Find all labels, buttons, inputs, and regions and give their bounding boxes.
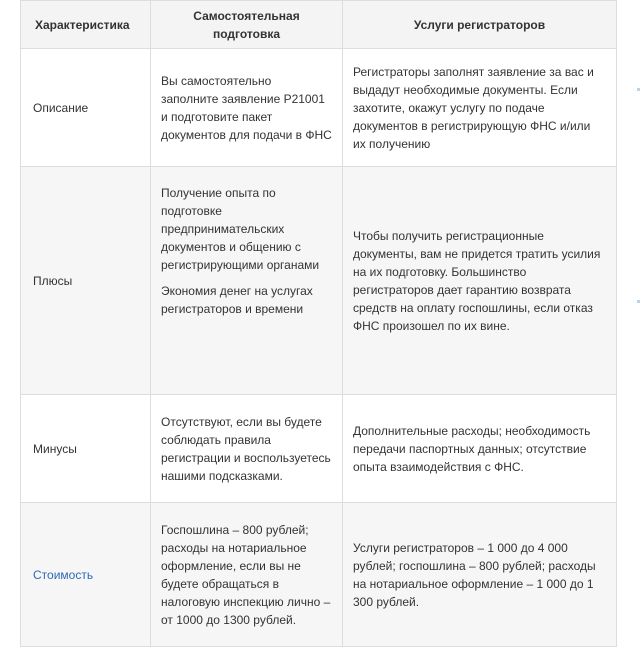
edge-marker	[637, 88, 640, 91]
table-row-cons	[21, 395, 617, 503]
row-label-cons: Минусы	[21, 395, 151, 503]
edge-marker	[637, 300, 640, 303]
cell-text: Отсутствуют, если вы будете соблюдать правила регистрации и воспользуетесь нашими подсказками.	[161, 414, 331, 483]
cell-text: Дополнительные расходы; необходимость передачи паспортных данных; отсутствие опыта взаимодействия с ФНС.	[353, 423, 591, 474]
cell-registrar-pros	[343, 167, 617, 395]
cell-text: Экономия денег на услугах регистраторов и времени	[161, 283, 313, 316]
cell-registrar-description	[343, 49, 617, 167]
cell-text: Чтобы получить регистрационные документы, вам не придется тратить усилия на их подготовку. Большинство регистраторов дает гарантию возврата средств на оплату госпошлины, если отказ ФНС произошел по их вине.	[353, 228, 601, 333]
cell-text: Получение опыта по подготовке предпринимательских документов и общению с регистрирующими органами	[161, 185, 320, 272]
comparison-table	[20, 0, 617, 647]
row-label-pros: Плюсы	[21, 167, 151, 395]
cell-registrar-cons	[343, 395, 617, 503]
cell-self-cons	[151, 395, 343, 503]
table-row-description	[21, 49, 617, 167]
cell-self-pros	[151, 167, 343, 395]
cell-text: Вы самостоятельно заполните заявление Р21001 и подготовите пакет документов для подачи в ФНС	[161, 73, 332, 142]
cell-self-cost	[151, 503, 343, 647]
table-row-cost	[21, 503, 617, 647]
cell-registrar-cost	[343, 503, 617, 647]
cell-text: Регистраторы заполнят заявление за вас и выдадут необходимые документы. Если захотите, окажут услугу по подаче документов в регистрирующую ФНС и/или их получению	[353, 64, 594, 151]
header-characteristic: Характеристика	[21, 1, 151, 49]
cell-self-description	[151, 49, 343, 167]
row-label-description: Описание	[21, 49, 151, 167]
table-row-pros	[21, 167, 617, 395]
table-header-row	[21, 1, 617, 49]
header-self-preparation: Самостоятельная подготовка	[151, 1, 343, 49]
cell-text: Услуги регистраторов – 1 000 до 4 000 рублей; госпошлина – 800 рублей; расходы на нотариальное оформление – 1 000 до 1 300 рублей.	[353, 540, 596, 609]
cell-text: Госпошлина – 800 рублей; расходы на нотариальное оформление, если вы не будете обращаться в налоговую инспекцию лично – от 1000 до 1300 рублей.	[161, 522, 331, 627]
header-registrar-services: Услуги регистраторов	[343, 1, 617, 49]
row-label-cost-link[interactable]: Стоимость	[21, 503, 151, 647]
